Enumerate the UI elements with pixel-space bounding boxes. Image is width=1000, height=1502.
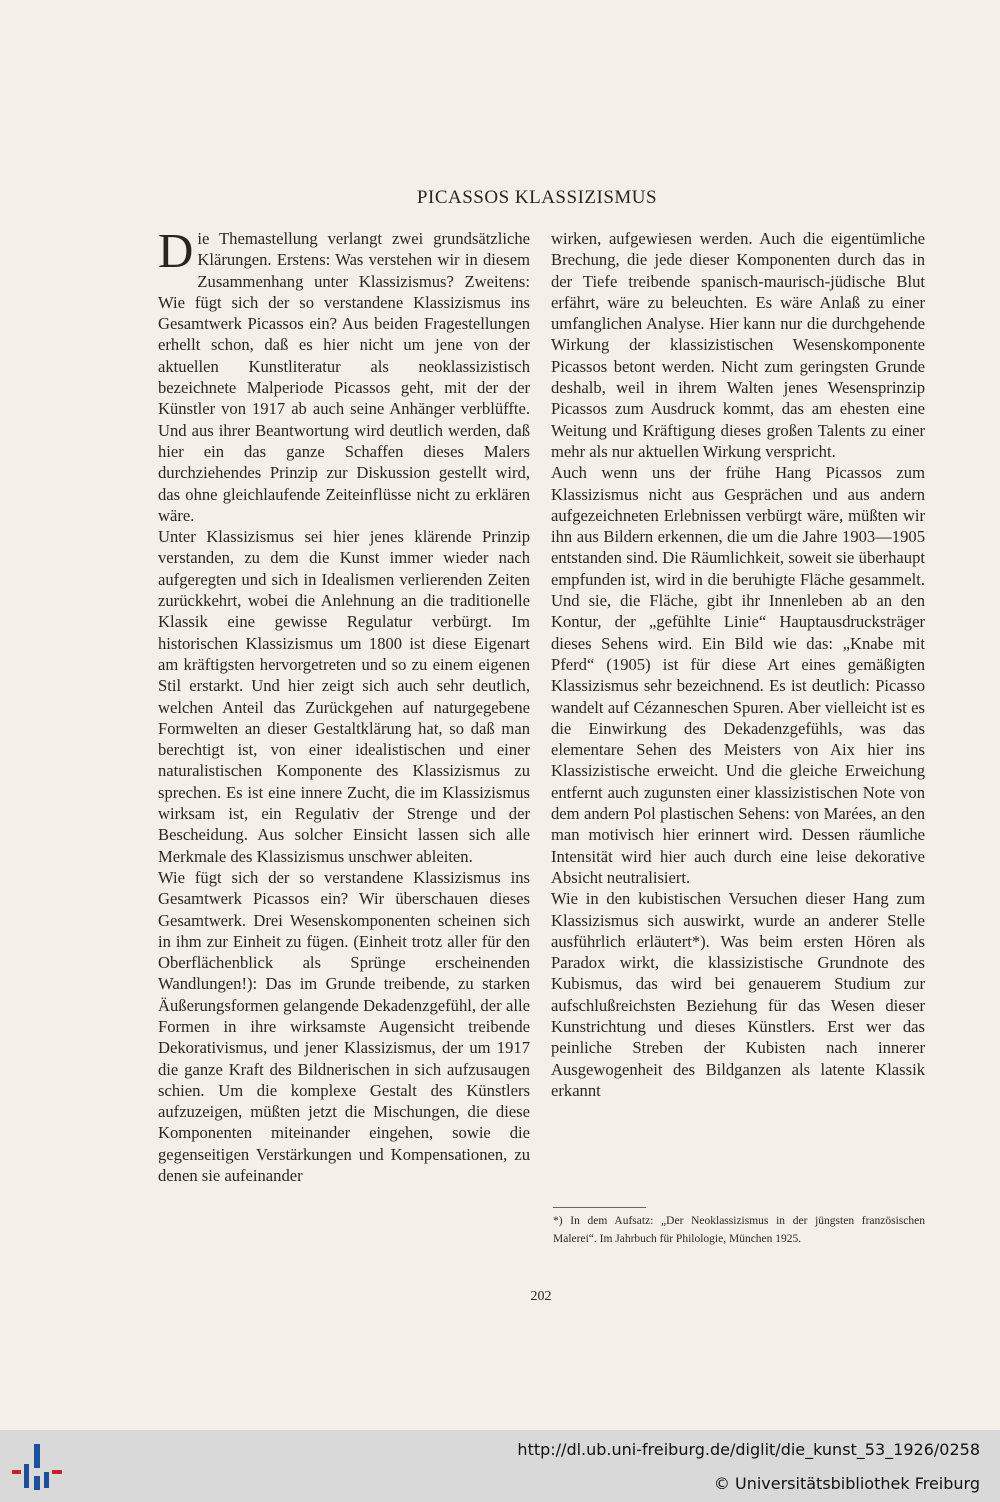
ub-freiburg-logo-icon bbox=[12, 1442, 62, 1492]
permalink-url[interactable]: http://dl.ub.uni-freiburg.de/diglit/die_kunst_53_1926/0258 bbox=[517, 1440, 980, 1459]
paragraph: Auch wenn uns der frühe Hang Picassos zum Klassizismus nicht aus Gesprächen und aus andern aufgezeichneten Erlebnissen verbürgt wäre, müßten wir ihn aus Bildern erkennen, die um die Jahre 1903—1905 entstanden sind. Die Räumlichkeit, soweit sie überhaupt empfunden ist, wird in die beruhigte Fläche gesammelt. Und sie, die Fläche, gibt ihr Innenleben ab an den Kontur, der „gefühlte Linie“ Hauptausdrucksträger dieses Sehens wird. Ein Bild wie das: „Knabe mit Pferd“ (1905) ist für diese Art eines gemäßigten Klassizismus sehr bezeichnend. Es ist deutlich: Picasso wandelt auf Cézanneschen Spuren. Aber vielleicht ist es die Einwirkung des Dekadenzgefühls, was das elementare Sehen des Meisters von Aix hier ins Klassizistische erweicht. Und die gleiche Erweichung entfernt auch zugunsten einer klassizistischen Note von dem andern Pol plastischen Sehens: von Marées, an den man motivisch hier erinnert wird. Dessen räumliche Intensität wird hier auch durch eine leise dekorative Absicht neutralisiert. bbox=[551, 463, 925, 887]
page-number: 202 bbox=[530, 1289, 552, 1304]
drop-cap: D bbox=[158, 223, 194, 278]
paragraph-text: ie Themastellung verlangt zwei grundsätzliche Klärungen. Erstens: Was verstehen wir in diesem Zusammenhang unter Klassizismus? Zweitens: Wie fügt sich der so verstandene Klassizismus ins Gesamtwerk Picassos ein? Aus beiden Fragestellungen erhellt schon, daß es hier nicht um jene von der aktuellen Kunstliteratur als neoklassizistisch bezeichnete Malperiode Picassos geht, mit der der Künstler von 1917 ab auch seine Anhänger verblüffte. Und aus ihrer Beantwortung wird deutlich werden, daß hier ein das ganze Schaffen dieses Malers durchziehendes Prinzip zur Diskussion gestellt wird, das ohne gleichlaufende Zeiteinflüsse nicht zu erklären wäre. bbox=[158, 229, 530, 525]
article-title: PICASSOS KLASSIZISMUS bbox=[416, 187, 658, 208]
paragraph bbox=[158, 223, 530, 526]
copyright-text: © Universitätsbibliothek Freiburg bbox=[713, 1474, 980, 1493]
right-column bbox=[551, 228, 925, 1101]
paragraph: Wie fügt sich der so verstandene Klassizismus ins Gesamtwerk Picassos ein? Wir überschauen dieses Gesamtwerk. Drei Wesenskomponenten scheinen sich in ihm zur Einheit zu fügen. (Einheit trotz aller für den Oberflächenblick als Sprünge erscheinenden Wandlungen!): Das im Grunde treibende, zu starken Äußerungsformen gelangende Dekadenzgefühl, der alle Formen in ihre wirksamste Augensicht treibende Dekorativismus, und jener Klassizismus, der um 1917 die ganze Kraft des Bildnerischen in sich aufzusaugen schien. Um die komplexe Gestalt des Künstlers aufzuzeigen, müßten jetzt die Mischungen, die diese Komponenten miteinander eingehen, sowie die gegenseitigen Verstärkungen und Kompensationen, zu denen sie aufeinander bbox=[158, 867, 530, 1186]
viewer-footer bbox=[0, 1430, 1000, 1502]
paragraph: wirken, aufgewiesen werden. Auch die eigentümliche Brechung, die jede dieser Komponenten durch das in der Tiefe treibende spanisch-maurisch-jüdische Blut erfährt, wäre zu beleuchten. Es wäre Anlaß zu einer umfanglichen Analyse. Hier kann nur die durchgehende Wirkung der klassizistischen Wesenskomponente Picassos betont werden. Nicht zum geringsten Grunde deshalb, weil in ihrem Walten jenes Wesensprinzip Picassos zum Ausdruck kommt, das am ehesten eine Weitung und Kräftigung dieses großen Talents zu einer mehr als nur aktuellen Wirkung verspricht. bbox=[551, 229, 925, 461]
footnote-divider bbox=[553, 1207, 646, 1208]
paragraph: Unter Klassizismus sei hier jenes klärende Prinzip verstanden, zu dem die Kunst immer wieder nach aufgeregten und sich in Idealismen verlierenden Zeiten zurückkehrt, wobei die Anlehnung an die traditionelle Klassik eine gewisse Regulatur verbürgt. Im historischen Klassizismus um 1800 ist diese Eigenart am kräftigsten hervorgetreten und so zu einem eigenen Stil erstarkt. Und hier zeigt sich auch sehr deutlich, welchen Anteil das Zurückgehen auf naturgegebene Formwelten an dieser Gestaltklärung hat, so daß man berechtigt ist, von einer idealistischen und einer naturalistischen Komponente des Klassizismus zu sprechen. Es ist eine innere Zucht, die im Klassizismus wirksam ist, ein Regulativ der Strenge und der Bescheidung. Aus solcher Einsicht lassen sich alle Merkmale des Klassizismus unschwer ableiten. bbox=[158, 527, 530, 866]
paragraph: Wie in den kubistischen Versuchen dieser Hang zum Klassizismus sich auswirkt, wurde an anderer Stelle ausführlich erläutert*). Was beim ersten Hören als Paradox wirkt, die klassizistische Grundnote des Kubismus, das wird bei genauerem Studium zur aufschlußreichsten Beziehung für das Wesen dieser Kunstrichtung und dieses Künstlers. Erst wer das peinliche Streben der Kubisten nach innerer Ausgewogenheit des Bildganzen als latente Klassik erkannt bbox=[551, 889, 925, 1100]
footnote: *) In dem Aufsatz: „Der Neoklassizismus in der jüngsten französischen Malerei“. Im Jahrbuch für Philologie, München 1925. bbox=[553, 1215, 925, 1245]
left-column bbox=[158, 223, 530, 1186]
